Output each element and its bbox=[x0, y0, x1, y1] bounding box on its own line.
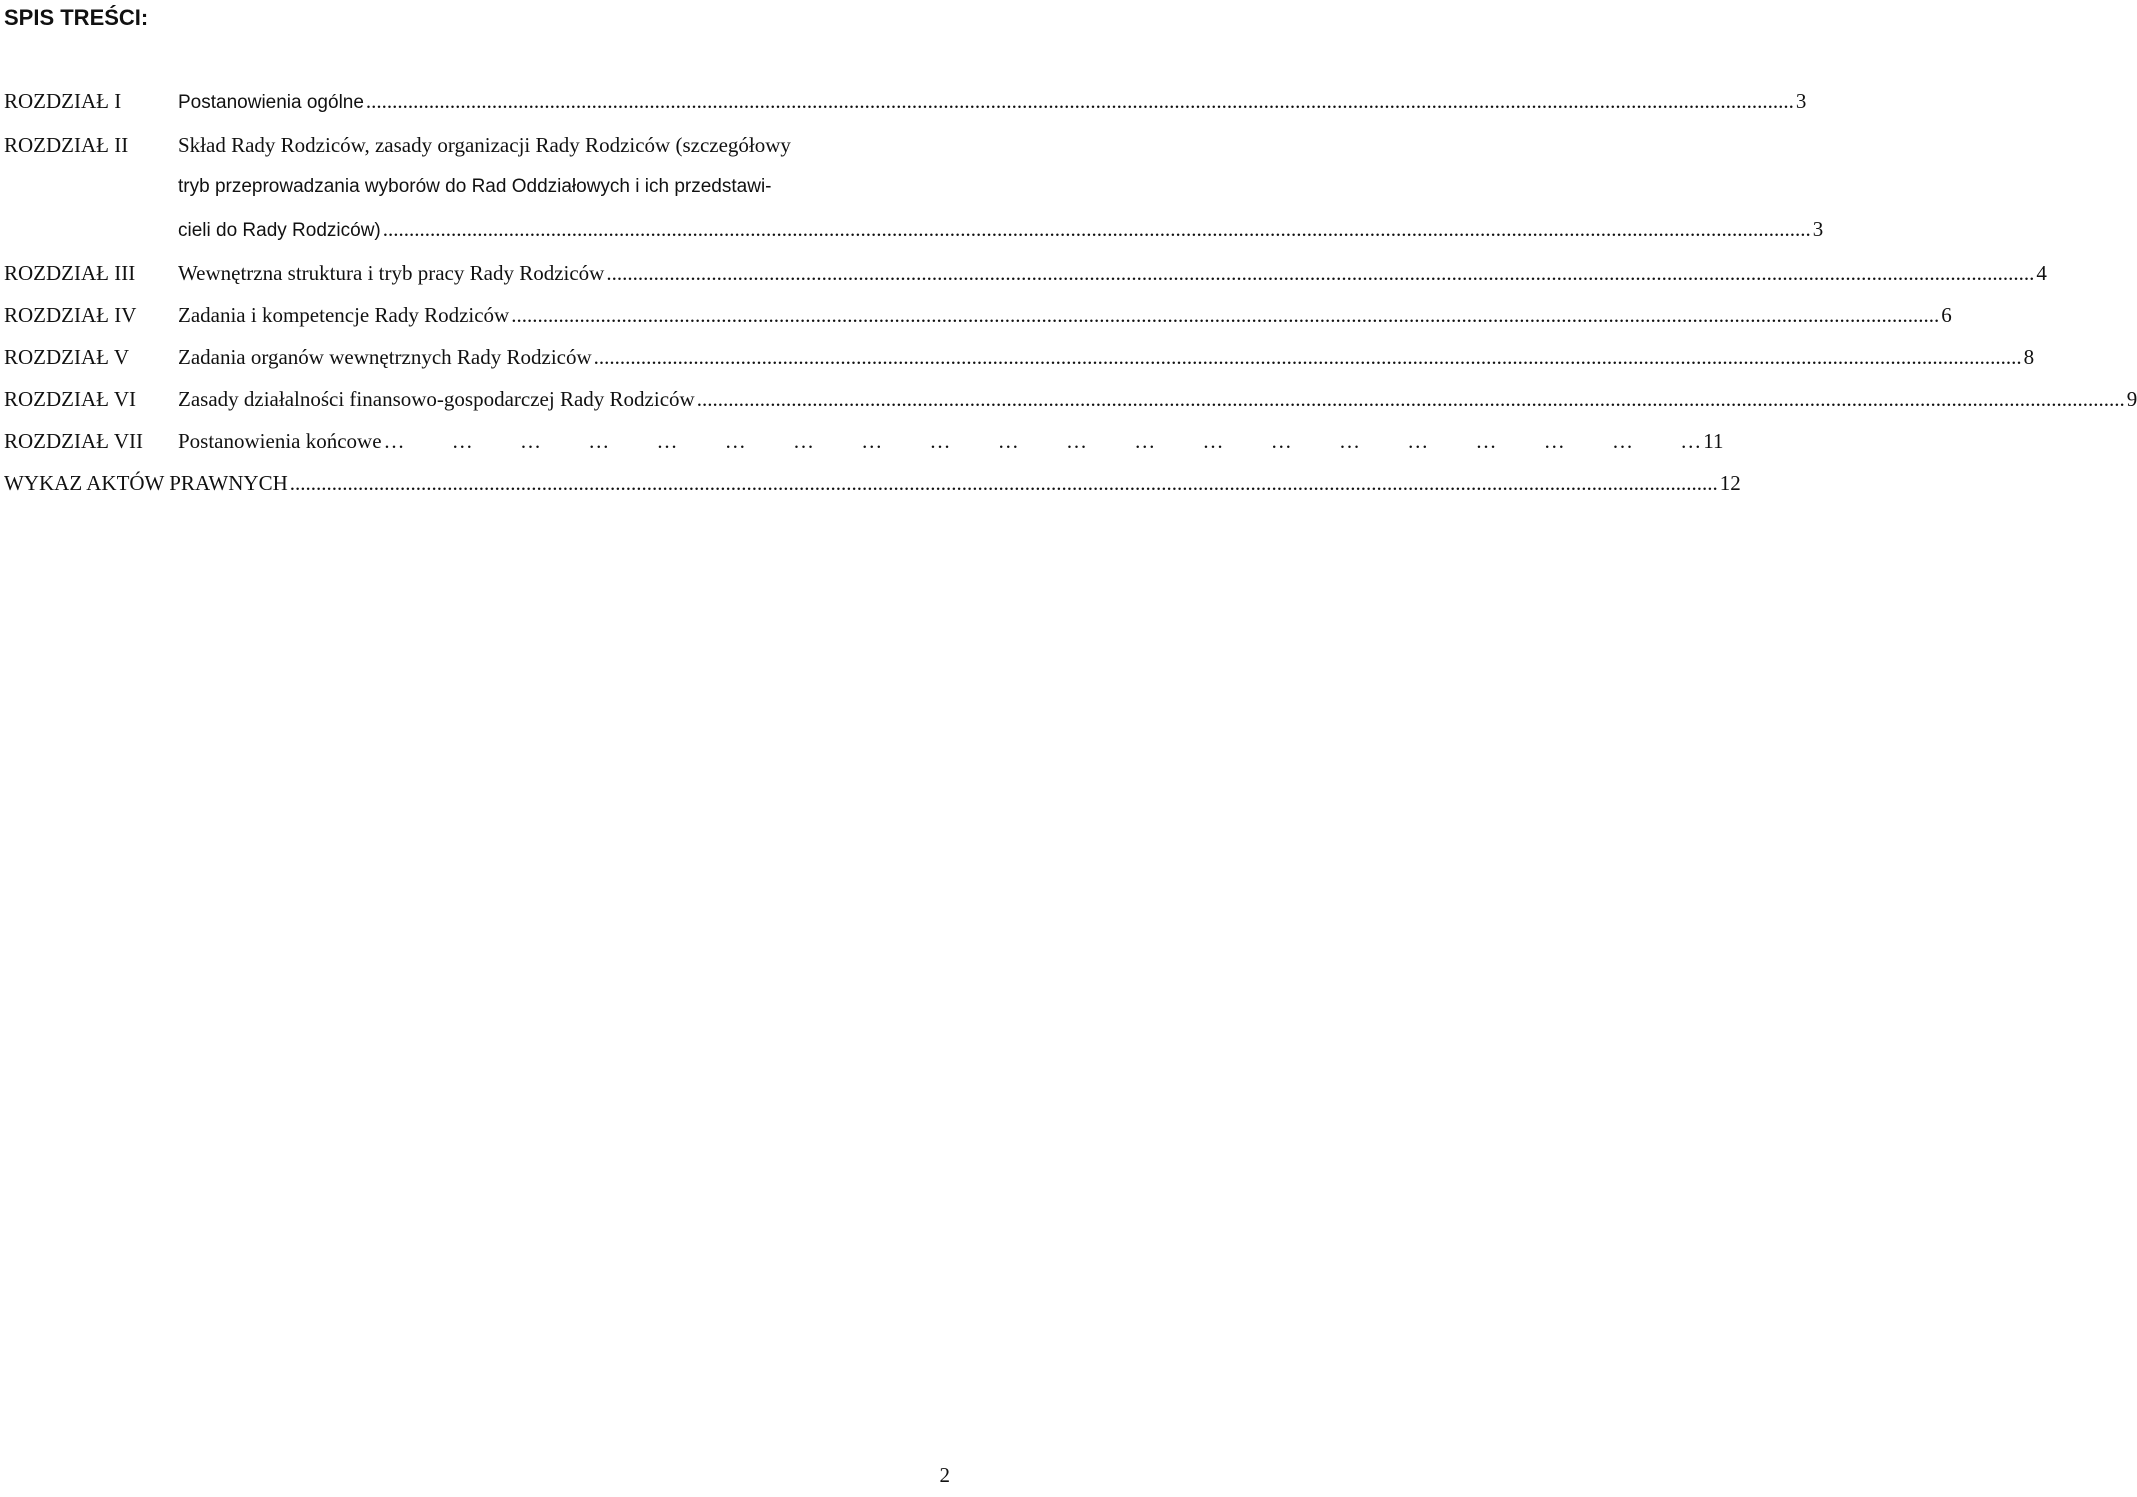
entry-title-line: tryb przeprowadzania wyborów do Rad Oddziałowych i ich przedstawi- bbox=[178, 176, 772, 197]
entry-title: Wewnętrzna struktura i tryb pracy Rady Rodziców bbox=[178, 261, 605, 285]
chapter-label: ROZDZIAŁ V bbox=[4, 345, 130, 369]
page-number: 3 bbox=[1812, 217, 1824, 241]
entry-body bbox=[178, 124, 1823, 252]
toc-entry-chapter-5[interactable] bbox=[4, 336, 2035, 378]
table-of-contents bbox=[4, 80, 2137, 504]
entry-body bbox=[178, 294, 1952, 336]
dot-leader bbox=[594, 336, 2022, 378]
entry-title: Zadania organów wewnętrznych Rady Rodziców bbox=[178, 345, 592, 369]
chapter-label: ROZDZIAŁ VI bbox=[4, 387, 137, 411]
entry-last-line bbox=[178, 208, 1823, 252]
dot-leader bbox=[384, 420, 1702, 462]
toc-entry-chapter-3[interactable] bbox=[4, 252, 2047, 294]
dot-leader bbox=[606, 252, 2034, 294]
entry-last-line bbox=[178, 336, 2034, 378]
page-number: 11 bbox=[1703, 429, 1724, 453]
chapter-label: ROZDZIAŁ VII bbox=[4, 429, 144, 453]
dot-leader bbox=[366, 80, 1794, 122]
entry-last-line bbox=[178, 294, 1952, 336]
toc-entry-chapter-1[interactable] bbox=[4, 80, 1807, 124]
page-number: 6 bbox=[1941, 303, 1952, 327]
toc-entry-chapter-2[interactable] bbox=[4, 124, 1824, 252]
entry-body bbox=[178, 420, 1724, 462]
entry-title: Zasady działalności finansowo-gospodarczej Rady Rodziców bbox=[178, 387, 695, 411]
entry-last-line bbox=[178, 420, 1724, 462]
page-number: 3 bbox=[1795, 89, 1807, 113]
toc-entry-chapter-7[interactable] bbox=[4, 420, 1724, 462]
page-number: 8 bbox=[2023, 345, 2035, 369]
entry-last-line bbox=[178, 80, 1806, 124]
dot-leader bbox=[290, 462, 1718, 504]
toc-entry-chapter-6[interactable] bbox=[4, 378, 2137, 420]
page-footer-number: 2 bbox=[939, 1463, 950, 1487]
entry-body bbox=[178, 252, 2047, 294]
page-number: 9 bbox=[2126, 387, 2137, 411]
page-number: 4 bbox=[2036, 261, 2047, 285]
entry-last-line bbox=[178, 252, 2047, 294]
entry-title: Postanowienia końcowe bbox=[178, 429, 382, 453]
toc-entry-chapter-4[interactable] bbox=[4, 294, 1952, 336]
entry-body bbox=[178, 378, 2137, 420]
entry-last-line bbox=[4, 462, 1741, 504]
chapter-label: ROZDZIAŁ III bbox=[4, 261, 136, 285]
chapter-label: ROZDZIAŁ IV bbox=[4, 303, 137, 327]
page-title: SPIS TREŚCI: bbox=[4, 5, 149, 30]
chapter-label: ROZDZIAŁ I bbox=[4, 89, 122, 113]
entry-body bbox=[178, 336, 2034, 378]
dot-leader bbox=[383, 208, 1811, 250]
dot-leader bbox=[697, 378, 2125, 420]
entry-title-line: Skład Rady Rodziców, zasady organizacji Rady Rodziców (szczegółowy bbox=[178, 133, 791, 157]
page-number: 12 bbox=[1719, 471, 1741, 495]
entry-body bbox=[178, 80, 1806, 124]
toc-entry-legal-acts[interactable] bbox=[4, 462, 1741, 504]
entry-title: WYKAZ AKTÓW PRAWNYCH bbox=[4, 471, 288, 495]
entry-title: cieli do Rady Rodziców) bbox=[178, 220, 381, 241]
entry-title: Postanowienia ogólne bbox=[178, 92, 364, 113]
entry-last-line bbox=[178, 378, 2137, 420]
chapter-label: ROZDZIAŁ II bbox=[4, 133, 129, 157]
dot-leader bbox=[511, 294, 1939, 336]
entry-title: Zadania i kompetencje Rady Rodziców bbox=[178, 303, 510, 327]
